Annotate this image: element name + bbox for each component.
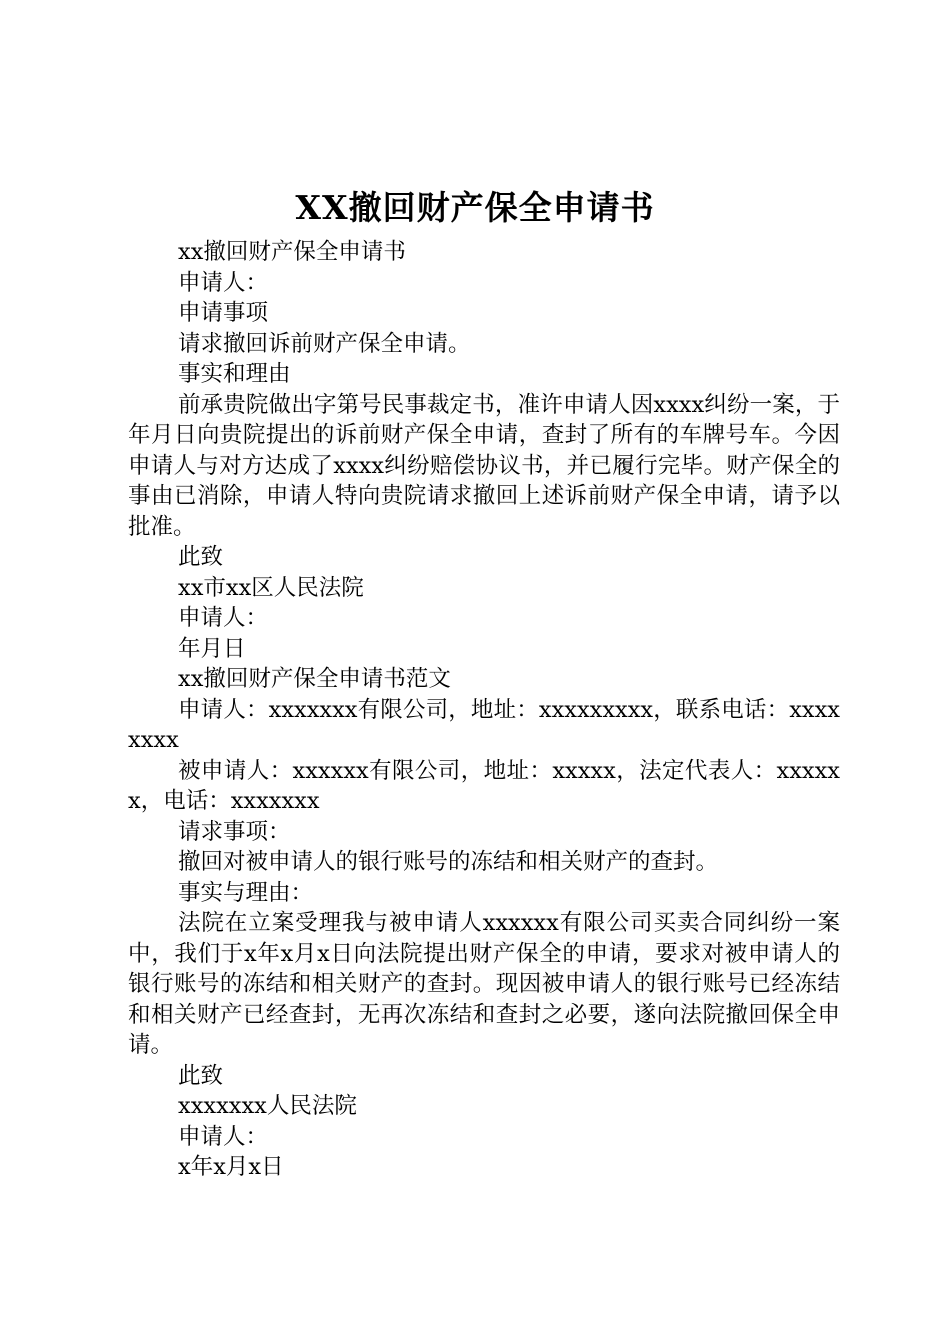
paragraph-sample-request: 撤回对被申请人的银行账号的冻结和相关财产的查封。 xyxy=(178,849,719,875)
paragraph-sample-title: xx撤回财产保全申请书范文 xyxy=(178,666,451,692)
paragraph-salutation: 此致 xyxy=(178,544,224,570)
paragraph-sample-signature: 申请人： xyxy=(178,1123,269,1150)
document-title: XX撤回财产保全申请书 xyxy=(295,188,655,227)
paragraph-subtitle: xx撤回财产保全申请书 xyxy=(178,239,406,265)
paragraph-sample-court: xxxxxxx人民法院 xyxy=(178,1093,357,1119)
paragraph-request: 请求撤回诉前财产保全申请。 xyxy=(178,330,471,357)
paragraph-sample-date: x年x月x日 xyxy=(178,1154,284,1180)
paragraph-sample-salutation: 此致 xyxy=(178,1062,224,1089)
paragraph-request-heading: 申请事项 xyxy=(178,300,269,326)
document-body xyxy=(128,237,840,1183)
paragraph-sample-facts-heading: 事实与理由： xyxy=(178,879,314,906)
paragraph-sample-applicant: 申请人：xxxxxxx有限公司，地址：xxxxxxxxx，联系电话：xxxxxxxx xyxy=(128,696,840,753)
paragraph-signature: 申请人： xyxy=(178,605,269,631)
paragraph-facts-heading: 事实和理由 xyxy=(178,361,291,387)
paragraph-applicant: 申请人： xyxy=(178,269,269,296)
paragraph-sample-respondent: 被申请人：xxxxxx有限公司，地址：xxxxx，法定代表人：xxxxxx，电话：xxxxxxx xyxy=(128,757,840,814)
paragraph-sample-request-heading: 请求事项： xyxy=(178,818,291,845)
paragraph-sample-facts: 法院在立案受理我与被申请人xxxxxx有限公司买卖合同纠纷一案中，我们于x年x月x日向法院提出财产保全的申请，要求对被申请人的银行账号的冻结和相关财产的查封。现因被申请人的银行账号已经冻结和相关财产已经查封，无再次冻结和查封之必要，遂向法院撤回保全申请。 xyxy=(128,910,840,1058)
paragraph-date: 年月日 xyxy=(178,635,246,662)
paragraph-court: xx市xx区人民法院 xyxy=(178,574,364,601)
paragraph-facts: 前承贵院做出字第号民事裁定书，准许申请人因xxxx纠纷一案，于年月日向贵院提出的诉前财产保全申请，查封了所有的车牌号车。今因申请人与对方达成了xxxx纠纷赔偿协议书，并已履行完毕。财产保全的事由已消除，申请人特向贵院请求撤回上述诉前财产保全申请，请予以批准。 xyxy=(128,391,840,540)
